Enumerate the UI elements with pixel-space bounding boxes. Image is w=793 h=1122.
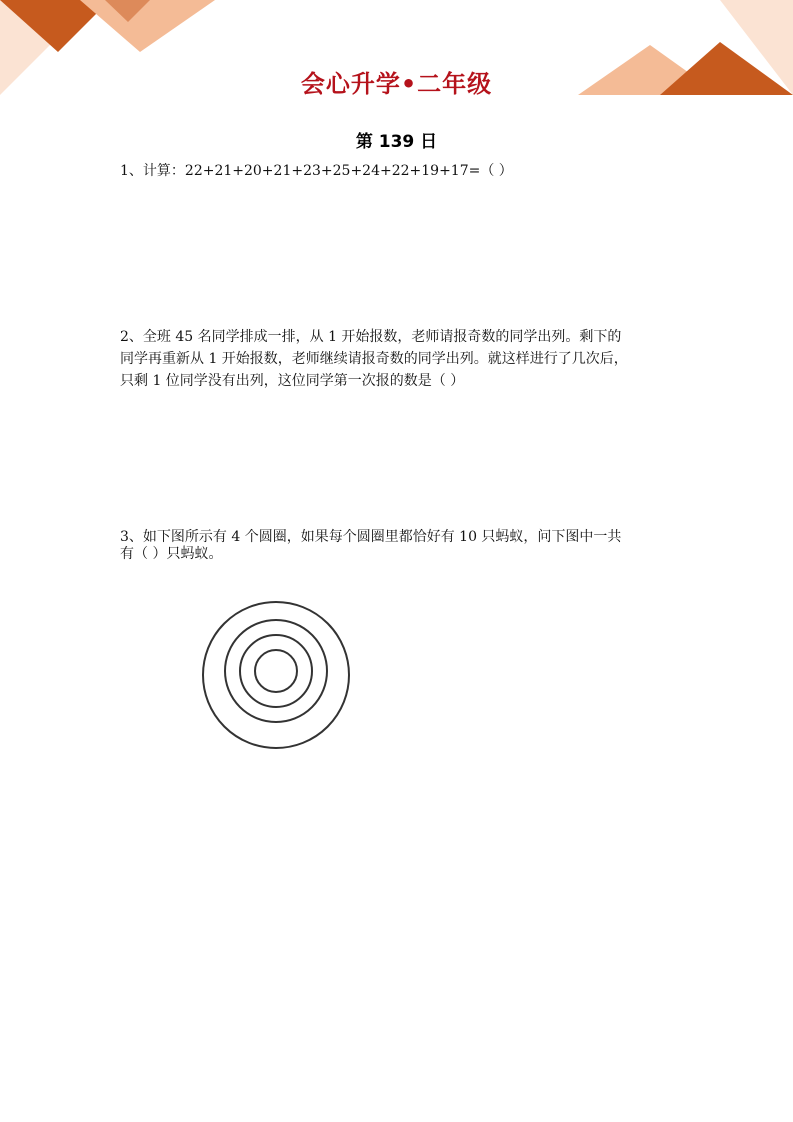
circle-third bbox=[240, 635, 312, 707]
question-2 bbox=[120, 326, 680, 392]
question-2-line-1: 2、全班 45 名同学排成一排，从 1 开始报数，老师请报奇数的同学出列。剩下的 bbox=[120, 329, 622, 345]
question-1 bbox=[120, 160, 680, 182]
question-3 bbox=[120, 529, 680, 563]
question-1-line-1: 1、计算：22+21+20+21+23+25+24+22+19+17=（ ） bbox=[120, 163, 513, 179]
question-2-line-2: 同学再重新从 1 开始报数，老师继续请报奇数的同学出列。就这样进行了几次后， bbox=[120, 351, 628, 367]
brand-title: 会心升学•二年级 bbox=[300, 70, 493, 98]
question-2-line-3: 只剩 1 位同学没有出列，这位同学第一次报的数是（ ） bbox=[120, 373, 465, 389]
circle-inner bbox=[255, 650, 297, 692]
question-3-line-2: 有（ ）只蚂蚁。 bbox=[120, 546, 223, 562]
question-3-line-1: 3、如下图所示有 4 个圆圈，如果每个圆圈里都恰好有 10 只蚂蚁，问下图中一共 bbox=[120, 529, 622, 545]
concentric-circles-figure bbox=[200, 598, 352, 754]
day-title: 第 139 日 bbox=[355, 132, 438, 152]
